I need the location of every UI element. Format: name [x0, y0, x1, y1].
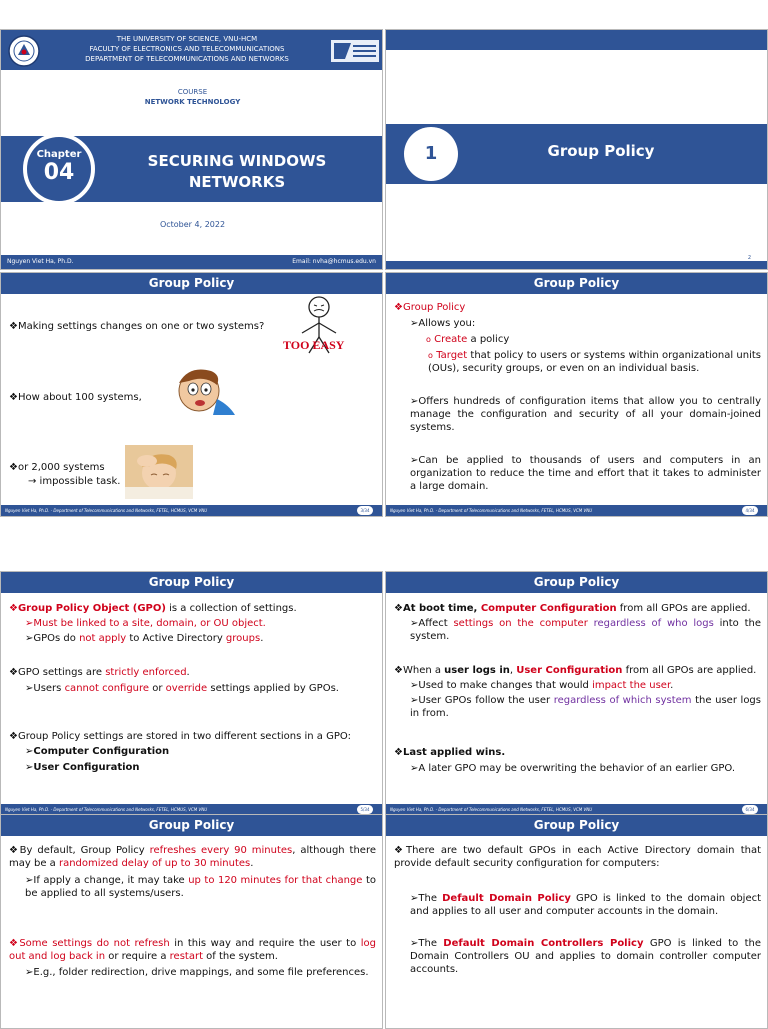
text-span: ❖GPO settings are [9, 667, 106, 678]
computer-config-keyword: Computer Configuration [480, 603, 617, 614]
cannot-configure [25, 682, 339, 695]
create-policy-item [426, 333, 509, 346]
slide-4 [385, 272, 768, 517]
slide-5 [0, 571, 383, 816]
allows-you: ➢Allows you: [410, 318, 476, 329]
text-span: ➢Used to make changes that would [410, 680, 593, 691]
text-span: GPO is linked to the domain object and applies to all user and computer accounts in the domain. [410, 893, 762, 917]
text-span: ❖At boot time, [394, 603, 481, 614]
target-keyword: Target [436, 350, 468, 361]
chapter-number: 04 [43, 160, 75, 185]
question-2: ❖How about 100 systems, [9, 392, 142, 403]
author-email: Email: nvha@hcmus.edu.vn [292, 258, 376, 265]
author-name: Nguyen Viet Ha, Ph.D. [7, 258, 74, 265]
faculty-logo [331, 40, 379, 62]
must-be-linked: ➢Must be linked to a site, domain, or OU object. [25, 618, 266, 629]
slide-header: Group Policy [386, 572, 767, 593]
gpo-definition-rest: is a collection of settings. [165, 603, 297, 614]
gpo-term: ❖Group Policy Object (GPO) [9, 603, 166, 614]
text-span: in this way and require the user to [169, 938, 361, 949]
too-easy-label: TOO EASY [283, 338, 345, 352]
slide-8 [385, 814, 768, 1029]
default-dc-policy [410, 937, 761, 976]
section-number-circle [404, 127, 458, 181]
not-apply-keyword: not apply [79, 633, 127, 644]
text-span: settings applied by GPOs. [207, 683, 339, 694]
tired-child-image [125, 445, 193, 499]
strictly-enforced [9, 666, 190, 679]
create-keyword: Create [434, 334, 468, 345]
restart-keyword: restart [169, 951, 203, 962]
page-badge: 4/34 [742, 506, 758, 515]
text-span: . [670, 680, 674, 691]
regardless-system-keyword: regardless of which system [553, 695, 692, 706]
text-span: ❖By default, Group Policy [9, 845, 150, 856]
slide-header: Group Policy [1, 572, 382, 593]
text-span: ➢User GPOs follow the user [410, 695, 554, 706]
minutes-keyword: up to 120 minutes for that change [188, 875, 363, 886]
delay-keyword: randomized delay of up to 30 minutes [58, 858, 251, 869]
text-span: ➢The [410, 893, 443, 904]
slide-3 [0, 272, 383, 517]
settings-keyword: settings on the computer [453, 618, 588, 629]
text-span: or require a [105, 951, 170, 962]
faculty-name: FACULTY OF ELECTRONICS AND TELECOMMUNICATIONS [89, 45, 285, 53]
department-name: DEPARTMENT OF TELECOMMUNICATIONS AND NETWORKS [85, 55, 289, 63]
text-span: . [186, 667, 190, 678]
page-badge: 3/34 [357, 506, 373, 515]
target-rest: that policy to users or systems within organizational units (OUs), security groups, or even on an individual basis. [428, 350, 761, 374]
boot-time-line [394, 602, 751, 615]
last-applied-wins: ❖Last applied wins. [394, 747, 506, 758]
page-number: 2 [747, 255, 751, 261]
text-span: ➢Users [25, 683, 65, 694]
chapter-circle [23, 133, 95, 205]
slide-footer: Nguyen Viet Ha, Ph.D. - Department of Telecommunications and Networks, FETEL, HCMUS, VCM VNU [1, 804, 382, 815]
slide-footer: Nguyen Viet Ha, Ph.D. - Department of Telecommunications and Networks, FETEL, HCMUS, VCM VNU [1, 505, 382, 516]
slide-footer: Nguyen Viet Ha, Ph.D. - Department of Telecommunications and Networks, FETEL, HCMUS, VCM VNU [386, 505, 767, 516]
slide-footer: Nguyen Viet Ha, Ph.D. - Department of Telecommunications and Networks, FETEL, HCMUS, VCM VNU [386, 804, 767, 815]
text-span: ➢Affect [410, 618, 454, 629]
title-footer-bar [1, 255, 383, 269]
apply-change-paragraph [25, 874, 376, 900]
text-span: GPO is linked to the Domain Controllers OU and applies to domain controller computer accounts. [410, 938, 762, 975]
course-label: COURSE [177, 88, 208, 96]
regardless-keyword: regardless of who logs [587, 618, 714, 629]
computer-configuration: ➢Computer Configuration [25, 746, 170, 757]
gpo-not-apply [25, 632, 263, 645]
slide-2-section [385, 29, 768, 270]
slide-1-title [0, 29, 383, 270]
text-span: to be applied to all systems/users. [25, 875, 376, 899]
text-span: . [260, 633, 264, 644]
slide-7 [0, 814, 383, 1029]
slide-header: Group Policy [386, 815, 767, 836]
default-domain-policy-keyword: Default Domain Policy [442, 893, 571, 904]
question-3-followup: → impossible task. [28, 476, 121, 487]
create-rest: a policy [467, 334, 510, 345]
refresh-keyword: refreshes every 90 minutes [149, 845, 293, 856]
user-config-keyword: User Configuration [516, 665, 623, 676]
text-span: ➢If apply a change, it may take [25, 875, 189, 886]
list-bullet: o [428, 351, 433, 360]
target-policy-item [426, 349, 761, 375]
slide-header: Group Policy [1, 815, 382, 836]
user-configuration: ➢User Configuration [25, 762, 140, 773]
stressed-man-image [169, 365, 237, 417]
log-out-keyword: log out and log back in [9, 938, 376, 962]
question-1: ❖Making settings changes on one or two systems? [9, 321, 265, 332]
page-badge: 6/34 [742, 805, 758, 814]
affect-settings [410, 617, 761, 643]
default-domain-policy [410, 892, 761, 918]
text-span: ➢The [410, 938, 444, 949]
text-span: or [149, 683, 166, 694]
text-span: to Active Directory [126, 633, 226, 644]
question-3: ❖or 2,000 systems [9, 462, 105, 473]
text-span: ❖When a [394, 665, 445, 676]
applied-paragraph: ➢Can be applied to thousands of users and computers in an organization to reduce the time and effort that it takes to administer a large domain. [410, 455, 761, 492]
section-number: 1 [424, 143, 438, 164]
university-name: THE UNIVERSITY OF SCIENCE, VNU-HCM [116, 35, 258, 43]
gpo-definition [9, 602, 297, 615]
slide-header: Group Policy [1, 273, 382, 294]
example-line: ➢E.g., folder redirection, drive mappings, and some file preferences. [25, 967, 369, 978]
page-badge: 5/34 [357, 805, 373, 814]
chapter-label: Chapter [36, 149, 82, 160]
text-span: from all GPOs are applied. [622, 665, 757, 676]
groups-keyword: groups [225, 633, 261, 644]
user-logs-keyword: user logs in [444, 665, 510, 676]
strictly-enforced-keyword: strictly enforced [105, 667, 187, 678]
section-title: Group Policy [547, 142, 655, 160]
section-top-strip [386, 30, 768, 50]
override-keyword: override [165, 683, 208, 694]
settings-stored: ❖Group Policy settings are stored in two different sections in a GPO: [9, 731, 351, 742]
no-refresh-keyword: ❖Some settings do not refresh [9, 938, 170, 949]
text-span: the user logs in from. [410, 695, 761, 719]
text-span: , [509, 665, 517, 676]
presentation-date: October 4, 2022 [159, 220, 226, 229]
user-gpos-follow [410, 694, 761, 720]
title-line-2: NETWORKS [188, 173, 286, 191]
title-line-1: SECURING WINDOWS [147, 152, 327, 170]
text-span: from all GPOs are applied. [616, 603, 751, 614]
slide-header: Group Policy [386, 273, 767, 294]
section-bottom-strip [386, 261, 768, 269]
later-gpo-overwrite: ➢A later GPO may be overwriting the behavior of an earlier GPO. [410, 763, 736, 774]
no-refresh-paragraph [9, 937, 376, 963]
slide-6 [385, 571, 768, 816]
group-policy-title: ❖Group Policy [394, 302, 466, 313]
university-logo [7, 34, 41, 68]
refresh-paragraph [9, 844, 376, 870]
text-span: ➢GPOs do [25, 633, 80, 644]
list-bullet: o [426, 335, 431, 344]
text-span: into the system. [410, 618, 761, 642]
default-dc-policy-keyword: Default Domain Controllers Policy [443, 938, 644, 949]
text-span: . [250, 858, 254, 869]
offers-paragraph: ➢Offers hundreds of configuration items that allow you to centrally manage the configuration and security of all your domain-joined systems. [410, 396, 761, 433]
cannot-configure-keyword: cannot configure [64, 683, 150, 694]
text-span: of the system. [203, 951, 278, 962]
text-span: , although there may be a [9, 845, 376, 869]
two-default-gpos: ❖There are two default GPOs in each Active Directory domain that provide default security configuration for computers: [394, 845, 761, 869]
used-to-make-changes [410, 679, 673, 692]
user-logs-in-line [394, 664, 756, 677]
course-name: NETWORK TECHNOLOGY [144, 98, 241, 106]
impact-user-keyword: impact the user [592, 680, 671, 691]
